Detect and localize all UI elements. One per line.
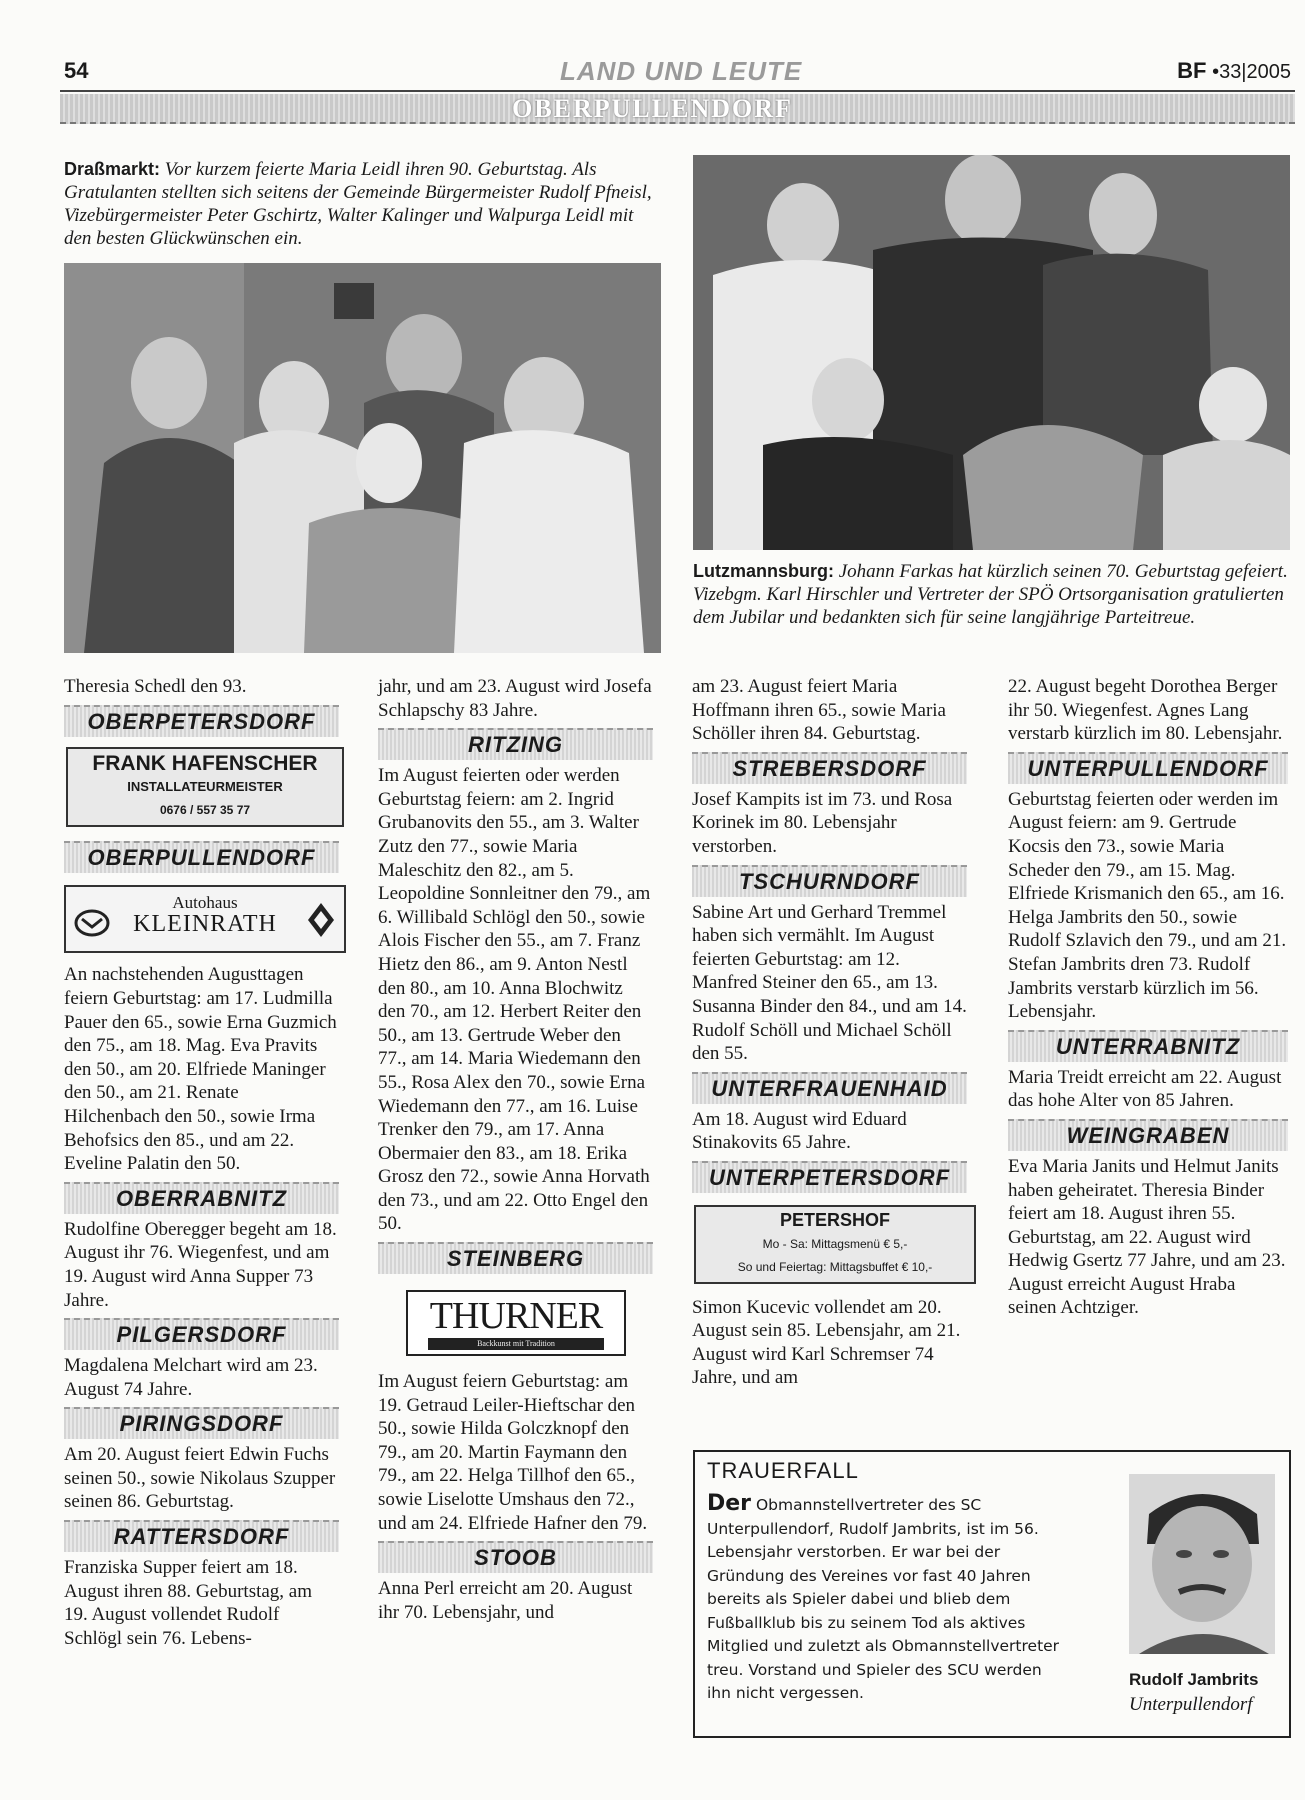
portrait-place: Unterpullendorf — [1129, 1694, 1253, 1715]
photo-lutzmannsburg-image — [693, 155, 1290, 550]
region-banner-title: OBERPULLENDORF — [512, 94, 793, 123]
heading-weingraben: WEINGRABEN — [1008, 1119, 1288, 1151]
ad-kleinrath-line2: KLEINRATH — [133, 911, 277, 938]
heading-strebersdorf: STREBERSDORF — [692, 752, 967, 784]
ad-hafenscher-phone: 0676 / 557 35 77 — [159, 802, 251, 817]
col1-intro: Theresia Schedl den 93. — [64, 676, 247, 697]
ad-kleinrath-line1: Autohaus — [172, 893, 238, 913]
renault-logo-icon — [306, 901, 336, 946]
heading-oberpetersdorf: OBERPETERSDORF — [64, 705, 339, 737]
issue-info — [1177, 58, 1291, 84]
col4-intro: 22. August begeht Dorothea Berger ihr 50. Wiegenfest. Agnes Lang verstarb kürzlich im 80. Lebensjahr. — [1008, 676, 1283, 745]
photo1-place: Draßmarkt: — [64, 159, 161, 179]
ad-kleinrath — [64, 885, 346, 953]
ad-petershof-line1: Mo - Sa: Mittagsmenü € 5,- — [762, 1236, 908, 1251]
column-1 — [64, 675, 339, 1650]
ad-petershof-line2: So und Feiertag: Mittagsbuffet € 10,- — [737, 1260, 933, 1275]
heading-oberrabnitz: OBERRABNITZ — [64, 1182, 339, 1214]
text-pilgersdorf: Magdalena Melchart wird am 23. August 74 Jahre. — [64, 1355, 318, 1400]
page-number: 54 — [64, 58, 89, 83]
column-4 — [1008, 675, 1288, 1320]
heading-unterfrauenhaid: UNTERFRAUENHAID — [692, 1072, 967, 1104]
trauerfall-title: TRAUERFALL — [707, 1458, 859, 1483]
heading-oberpullendorf: OBERPULLENDORF — [64, 841, 339, 873]
text-steinberg: Im August feiern Geburtstag: am 19. Getraud Leiler-Hieftschar den 50., sowie Hilda Golczknopf den 79., am 20. Martin Faymann den 79., am 22. Helga Tillhof den 65., sowie Liselotte Umshaus den 72., und am 24. Elfriede Hafner den 79. — [378, 1371, 648, 1534]
col3-intro: am 23. August feiert Maria Hoffmann ihren 65., sowie Maria Schöller ihren 84. Geburtstag. — [692, 676, 946, 745]
heading-unterpetersdorf: UNTERPETERSDORF — [692, 1161, 967, 1193]
heading-ritzing: RITZING — [378, 728, 653, 760]
col2-intro: jahr, und am 23. August wird Josefa Schlapschy 83 Jahre. — [378, 676, 652, 721]
ad-hafenscher — [66, 747, 344, 828]
photo2-caption — [693, 560, 1290, 629]
ad-petershof — [694, 1205, 976, 1284]
heading-piringsdorf: PIRINGSDORF — [64, 1407, 339, 1439]
text-piringsdorf: Am 20. August feiert Edwin Fuchs seinen 50., sowie Nikolaus Szupper seinen 86. Geburtstag. — [64, 1444, 336, 1513]
ad-thurner — [406, 1290, 626, 1356]
heading-unterrabnitz: UNTERRABNITZ — [1008, 1030, 1288, 1062]
heading-unterpullendorf: UNTERPULLENDORF — [1008, 752, 1288, 784]
issue-number: •33|2005 — [1212, 61, 1291, 83]
text-rattersdorf: Franziska Supper feiert am 18. August ihren 88. Geburtstag, am 19. August vollendet Rudolf Schlögl sein 76. Lebens- — [64, 1557, 313, 1649]
photo-drassmarkt-image — [64, 263, 661, 653]
text-ritzing: Im August feierten oder werden Geburtstag feiern: am 2. Ingrid Grubanovits den 55., am 3. Walter Zutz den 77., sowie Maria Maleschitz den 82., am 5. Leopoldine Sonnleitner den 79., am 6. Willibald Schlögl den 50., sowie Alois Fischer den 55., am 7. Franz Hietz den 86., am 9. Anton Nestl den 80., am 10. Anna Blochwitz den 70., am 12. Herbert Reiter den 50., am 13. Gertrude Weber den 77., am 14. Maria Wiedemann den 55., Rosa Alex den 70., sowie Erna Wiedemann den 77., am 16. Luise Trenker den 79., am 17. Anna Obermaier den 83., am 18. Erika Grosz den 72., sowie Anna Horvath den 73., und am 22. Otto Engel den 50. — [378, 765, 651, 1235]
text-strebersdorf: Josef Kampits ist im 73. und Rosa Korinek im 80. Lebensjahr verstorben. — [692, 788, 953, 857]
trauerfall-text — [707, 1492, 1067, 1706]
text-unterfrauenhaid: Am 18. August wird Eduard Stinakovits 65 Jahre. — [692, 1108, 907, 1154]
text-tschurndorf: Sabine Art und Gerhard Tremmel haben sich vermählt. Im August feierten Geburtstag: am 12. Manfred Steiner den 65., am 13. Susanna Binder den 84., und am 14. Rudolf Schöll und Michael Schöll den 55. — [692, 901, 967, 1065]
photo-lutzmannsburg — [693, 155, 1290, 550]
ad-thurner-tagline: Backkunst mit Tradition — [428, 1338, 604, 1350]
portrait-photo — [1129, 1474, 1275, 1654]
column-2 — [378, 675, 653, 1624]
photo1-caption — [64, 158, 664, 250]
ad-hafenscher-title: INSTALLATEURMEISTER — [127, 779, 283, 795]
trauerfall-box — [693, 1450, 1291, 1738]
heading-steinberg: STEINBERG — [378, 1242, 653, 1274]
header-rule — [60, 90, 1295, 92]
ad-thurner-name: THURNER — [429, 1295, 603, 1338]
paper-name: BF — [1177, 58, 1207, 83]
heading-tschurndorf: TSCHURNDORF — [692, 865, 967, 897]
heading-rattersdorf: RATTERSDORF — [64, 1520, 339, 1552]
text-unterrabnitz: Maria Treidt erreicht am 22. August das hohe Alter von 85 Jahren. — [1008, 1066, 1282, 1112]
column-3 — [692, 675, 967, 1390]
photo2-place: Lutzmannsburg: — [693, 561, 834, 581]
text-oberrabnitz: Rudolfine Oberegger begeht am 18. August ihr 76. Wiegenfest, und am 19. August wird Anna Supper 73 Jahre. — [64, 1218, 337, 1311]
trauerfall-body: Obmannstellvertreter des SC Unterpullendorf, Rudolf Jambrits, ist im 56. Lebensjahr verstorben. Er war bei der Gründung des Vereines vor fast 40 Jahren bereits als Spieler dabei und blieb dem Fußballklub bis zu seinem Tod als aktives Mitglied und zuletzt als Obmannstellvertreter treu. Vorstand und Spieler des SCU werden ihn nicht vergessen. — [707, 1496, 1060, 1702]
text-oberpullendorf: An nachstehenden Augusttagen feiern Geburtstag: am 17. Ludmilla Pauer den 65., sowie Erna Guzmich den 75., am 18. Mag. Eva Pravits den 50., am 20. Elfriede Maninger den 50., am 21. Renate Hilchenbach den 50., sowie Irma Behofsics den 85., und am 22. Eveline Palatin den 50. — [64, 964, 337, 1175]
heading-pilgersdorf: PILGERSDORF — [64, 1318, 339, 1350]
photo2-caption-text: Johann Farkas hat kürzlich seinen 70. Geburtstag gefeiert. Vizebgm. Karl Hirschler und Vertreter der SPÖ Ortsorganisation gratulierten dem Jubilar und bedankten sich für seine langjährige Parteitreue. — [693, 561, 1288, 628]
text-unterpullendorf: Geburtstag feierten oder werden im August feiern: am 9. Gertrude Kocsis den 73., sowie Maria Scheder den 79., am 15. Mag. Elfriede Krismanich den 65., am 16. Helga Jambrits den 50., sowie Rudolf Szlavich den 79., und am 21. Stefan Jambrits dren 73. Rudolf Jambrits verstarb kürzlich im 56. Lebensjahr. — [1008, 788, 1287, 1023]
ad-hafenscher-name: FRANK HAFENSCHER — [92, 751, 318, 775]
text-stoob: Anna Perl erreicht am 20. August ihr 70. Lebensjahr, und — [378, 1578, 633, 1623]
text-unterpetersdorf: Simon Kucevic vollendet am 20. August sein 85. Lebensjahr, am 21. August wird Karl Schremser 74 Jahre, und am — [692, 1296, 961, 1389]
portrait-name: Rudolf Jambrits — [1129, 1670, 1259, 1689]
heading-stoob: STOOB — [378, 1541, 653, 1573]
trauerfall-lead: Der — [707, 1491, 752, 1516]
photo1-caption-text: Vor kurzem feierte Maria Leidl ihren 90. Geburtstag. Als Gratulanten stellten sich seitens der Gemeinde Bürgermeister Rudolf Pfneisl, Vizebürgermeister Peter Gschirtz, Walter Kalinger und Walpurga Leidl mit den besten Glückwünschen ein. — [64, 159, 652, 249]
section-title: LAND UND LEUTE — [560, 56, 803, 86]
text-weingraben: Eva Maria Janits und Helmut Janits haben geheiratet. Theresia Binder feiert am 18. August ihren 55. Geburtstag, am 22. August wird Hedwig Gsertz 77 Jahre, und am 23. August erreicht August Hraba seinen Achtziger. — [1008, 1155, 1286, 1319]
ad-petershof-name: PETERSHOF — [779, 1209, 890, 1230]
portrait-image — [1129, 1474, 1275, 1654]
photo-drassmarkt — [64, 263, 661, 653]
